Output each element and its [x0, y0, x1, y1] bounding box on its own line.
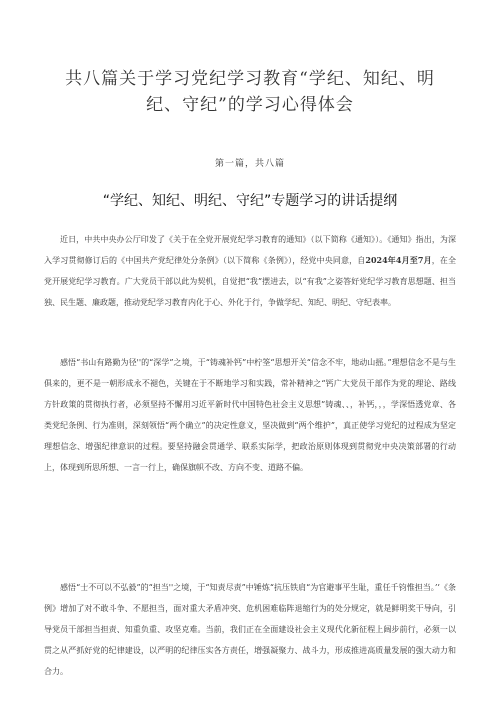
section-label: 第一篇，共八篇: [214, 159, 285, 169]
section-heading: “学纪、知纪、明纪、守纪”专题学习的讲话提纲: [102, 193, 398, 209]
paragraph-3: 感悟“士不可以不弘毅”的“担当''之境，于“知责尽责”中锤炼“抗压铁肩“为官避事平生耻，重任千钧惟担当。’’《条例》增加了对不敢斗争、不愿担当，面对重大矛盾冲突、危机困难临阵退缩行为的处分规定，就是鲜明奖干导向，引导党员干部担当担责、知重负重、攻坚克难。当前，我们正在全面建设社会主义现代化新征程上阔步前行，必须一以贯之从严抓好党的纪律建设，以严明的纪律压实各方责任，增强凝聚力、战斗力，形成推进高质量发展的强大动力和合力。: [44, 583, 456, 676]
paragraph-1: [44, 229, 456, 313]
document-title: [40, 66, 460, 118]
paragraph-2: 感悟“书山有路勤为径''的“深学”之境，于“铸魂补钙”中柠筌“思想开关“信念不牢，地动山摇。”理想信念不是与生俱来的，更不是一朝形成永不褪色，关键在于不断地学习和实践，常补精神之“钙广大党员干部作为党的理论、路线方针政策的贯彻执行者，必须坚持不懈用习近平新时代中国特色社会主义思想”铸魂、、，补钙，，，学深悟透党章、各类党纪条例、行为准则，深刻领悟“两个确立”的决定性意义，坚决做到“两个维护”，真正使学习党纪的过程成为坚定理想信念、增强纪律意识的过程。要坚持融会贯通学、联系实际学，把政治原则体现到贯彻党中央决策部署的行动上，体现到所思所想、一言一行上，确保旗帜不改、方向不变、道路不偏。: [44, 358, 456, 472]
title-line-2: 纪、守纪”的学习心得体会: [146, 95, 354, 115]
paragraph-1-text-b: ，在全党开展党纪学习教育。广大党员干部以此为契机，自觉把“我”摆进去，以“有我”之姿答好党纪学习教育思想题、担当独、民生题、廉政题，推动党纪学习教育内化于心、外化于行，争做学纪、知纪、明纪、守纪表率。: [44, 256, 456, 307]
paragraph-1-text-a: 近日，中共中央办公厅印发了《关于在全党开展党纪学习教育的通知》（以下简称《通知》）。《通知》指出，为深入学习贯彻修订后的《中国共产党纪律处分条例》（以下简称《条例》），经党中央同意，自: [44, 235, 456, 265]
paragraph-1-date: 2024年4月至7月: [365, 255, 432, 265]
title-line-1: 共八篇关于学习党纪学习教育“学纪、知纪、明: [65, 69, 435, 89]
